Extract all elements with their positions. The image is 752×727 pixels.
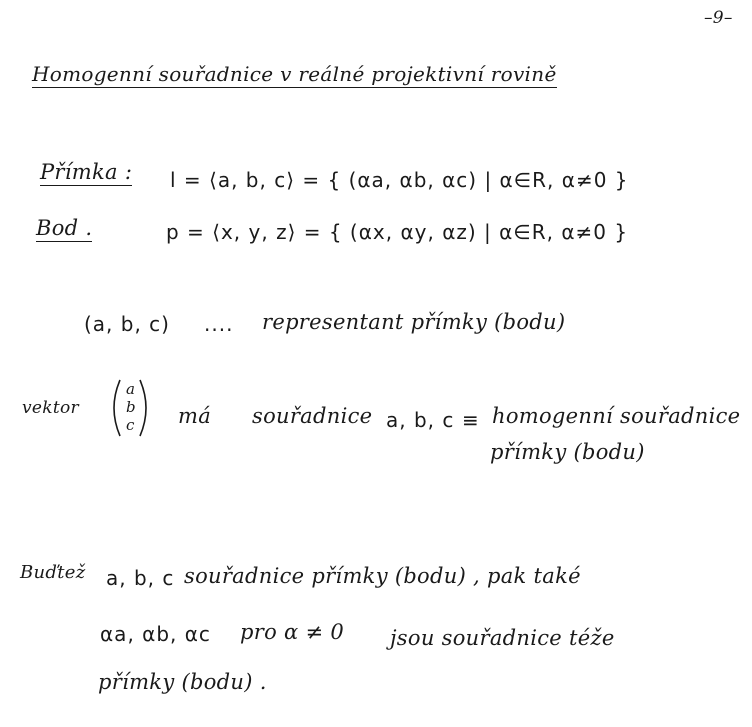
representative-tuple: (a, b, c) bbox=[84, 312, 170, 336]
definition-label-line: Přímka : bbox=[40, 160, 133, 184]
closing-line3: přímky (bodu) . bbox=[98, 670, 267, 694]
vector-equiv-sign: ≡ bbox=[462, 408, 480, 432]
vector-coords-word: souřadnice bbox=[252, 404, 373, 428]
vector-entry-c: c bbox=[126, 416, 135, 434]
vector-entry-a: a bbox=[126, 380, 136, 398]
column-vector bbox=[108, 378, 152, 438]
closing-condition: pro α ≠ 0 bbox=[240, 620, 344, 644]
definition-expression-line: l = ⟨a, b, c⟩ = { (αa, αb, αc) | α∈R, α≠0 } bbox=[170, 168, 629, 192]
closing-line2-rest: jsou souřadnice téže bbox=[390, 626, 615, 650]
closing-start-word: Buďtež bbox=[20, 562, 86, 583]
vector-entry-b: b bbox=[126, 398, 136, 416]
definition-label-point: Bod . bbox=[36, 216, 93, 240]
vector-prefix: vektor bbox=[22, 398, 79, 418]
definition-expression-point: p = ⟨x, y, z⟩ = { (αx, αy, αz) | α∈R, α≠0 } bbox=[166, 220, 629, 244]
closing-scaled-values: αa, αb, αc bbox=[100, 622, 211, 646]
closing-coords: a, b, c bbox=[106, 566, 175, 590]
vector-result-line1: homogenní souřadnice bbox=[492, 404, 741, 428]
vector-coords: a, b, c bbox=[386, 408, 455, 432]
closing-line1-rest: souřadnice přímky (bodu) , pak také bbox=[184, 564, 581, 588]
vector-result-line2: přímky (bodu) bbox=[490, 440, 645, 464]
page-title: Homogenní souřadnice v reálné projektivní rovině bbox=[32, 62, 557, 86]
representative-dots: .... bbox=[204, 312, 234, 336]
vector-verb: má bbox=[178, 404, 212, 428]
representative-text: representant přímky (bodu) bbox=[262, 310, 566, 334]
page-number: –9– bbox=[704, 8, 733, 28]
